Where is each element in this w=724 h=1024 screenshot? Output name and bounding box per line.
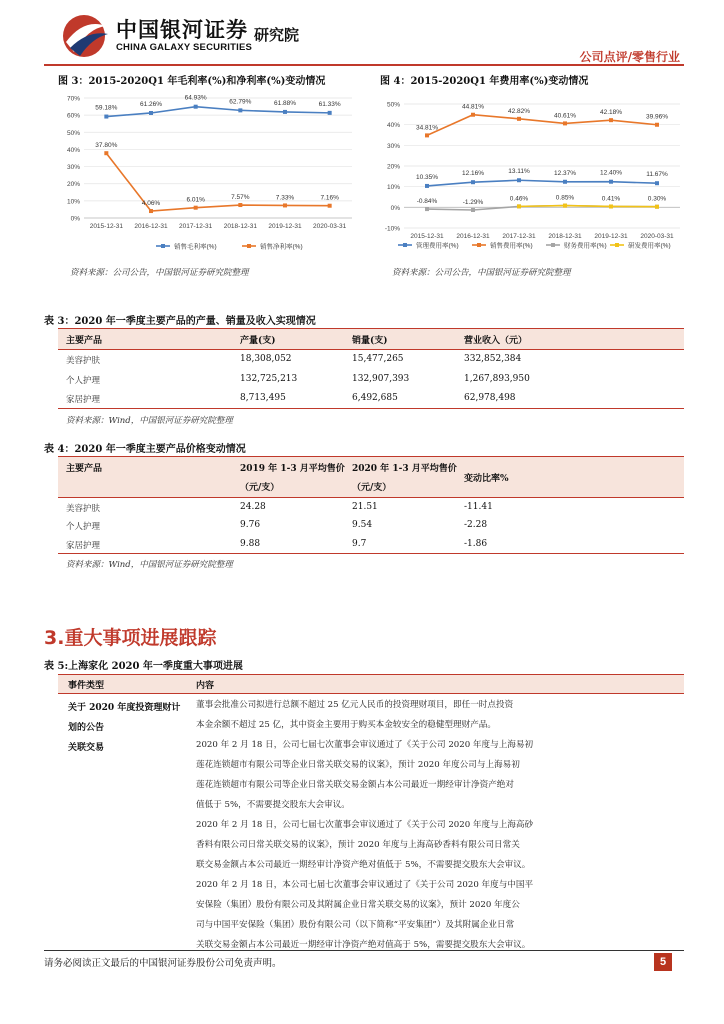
data-point bbox=[328, 204, 332, 208]
company-logo-icon bbox=[58, 12, 110, 60]
data-label: 42.82% bbox=[507, 107, 531, 115]
y-tick-label: 40% bbox=[386, 122, 400, 130]
x-tick-label: 2018-12-31 bbox=[223, 223, 257, 230]
y-tick-label: 10% bbox=[66, 198, 80, 206]
y-tick-label: 70% bbox=[66, 95, 80, 103]
table3-header-sales: 销量(支) bbox=[352, 336, 388, 346]
data-label: 0.41% bbox=[601, 195, 621, 203]
x-tick-label: 2020-03-31 bbox=[640, 233, 674, 240]
data-label: 4.06% bbox=[141, 200, 161, 208]
x-tick-label: 2018-12-31 bbox=[548, 233, 582, 240]
legend-label: 研发费用率(%) bbox=[628, 242, 671, 250]
legend-marker bbox=[403, 243, 407, 247]
legend-label: 销售净利率(%) bbox=[260, 243, 303, 251]
table4-subheader-2019: （元/支） bbox=[240, 483, 280, 493]
x-tick-label: 2019-12-31 bbox=[268, 223, 302, 230]
table5-header-content: 内容 bbox=[196, 681, 215, 691]
data-label: 12.16% bbox=[461, 170, 485, 178]
x-tick-label: 2017-12-31 bbox=[502, 233, 536, 240]
y-tick-label: 20% bbox=[66, 181, 80, 189]
data-label: 0.46% bbox=[509, 195, 529, 203]
data-label: 7.33% bbox=[275, 194, 295, 202]
data-point bbox=[609, 204, 613, 208]
header-rule bbox=[44, 64, 684, 66]
x-tick-label: 2015-12-31 bbox=[89, 223, 123, 230]
data-point bbox=[283, 110, 287, 114]
x-tick-label: 2017-12-31 bbox=[179, 223, 213, 230]
data-label: 12.37% bbox=[553, 169, 577, 177]
figure4-source: 资料来源：公司公告，中国银河证券研究院整理 bbox=[392, 268, 571, 278]
data-point bbox=[194, 206, 198, 210]
data-label: 12.40% bbox=[599, 169, 623, 177]
data-label: 7.16% bbox=[320, 194, 339, 202]
table3-header-rule bbox=[58, 349, 684, 350]
series-line-4 bbox=[519, 206, 657, 207]
institute-name: 研究院 bbox=[254, 26, 300, 44]
data-point bbox=[328, 111, 332, 115]
data-label: 11.67% bbox=[646, 171, 668, 179]
table5-header-rule bbox=[58, 693, 684, 694]
data-label: 61.33% bbox=[318, 100, 341, 108]
data-label: 40.61% bbox=[553, 112, 577, 120]
series-line-1 bbox=[427, 180, 657, 186]
figure4-title: 图 4：2015-2020Q1 年费用率(%)变动情况 bbox=[380, 76, 589, 87]
data-point bbox=[655, 205, 659, 209]
data-point bbox=[563, 121, 567, 125]
data-point bbox=[194, 105, 198, 109]
table4-bottom-rule bbox=[58, 553, 684, 554]
table3-header-output: 产量(支) bbox=[240, 336, 276, 346]
table3-source: 资料来源：Wind，中国银河证券研究院整理 bbox=[66, 416, 233, 426]
data-label: 0.85% bbox=[555, 194, 575, 202]
x-tick-label: 2016-12-31 bbox=[456, 233, 490, 240]
x-tick-label: 2020-03-31 bbox=[313, 223, 347, 230]
data-label: -1.29% bbox=[462, 198, 484, 206]
table5-title: 表 5:上海家化 2020 年一季度重大事项进展 bbox=[44, 661, 243, 672]
table5-header-type: 事件类型 bbox=[68, 681, 105, 691]
page-number: 5 bbox=[654, 953, 672, 971]
series-line-2 bbox=[106, 153, 329, 211]
y-tick-label: 50% bbox=[386, 101, 400, 109]
data-point bbox=[563, 204, 567, 208]
y-tick-label: 30% bbox=[66, 164, 80, 172]
logo-cn: 中国银河证券 bbox=[116, 18, 248, 42]
table4-subheader-2020: （元/支） bbox=[352, 483, 392, 493]
table4-header-product: 主要产品 bbox=[66, 464, 103, 474]
data-point bbox=[655, 181, 659, 185]
data-label: 37.80% bbox=[95, 142, 118, 150]
report-category: 公司点评/零售行业 bbox=[579, 50, 680, 64]
y-tick-label: 30% bbox=[386, 142, 400, 150]
data-label: 42.18% bbox=[599, 109, 623, 117]
figure3-title: 图 3：2015-2020Q1 年毛利率(%)和净利率(%)变动情况 bbox=[58, 76, 326, 87]
x-tick-label: 2015-12-31 bbox=[410, 233, 444, 240]
data-point bbox=[609, 180, 613, 184]
legend-marker bbox=[477, 243, 481, 247]
data-label: 13.11% bbox=[508, 168, 530, 176]
data-point bbox=[655, 123, 659, 127]
table5-header-bg bbox=[58, 675, 684, 693]
x-tick-label: 2016-12-31 bbox=[134, 223, 168, 230]
table4-header-2020: 2020 年 1-3 月平均售价 bbox=[352, 464, 457, 474]
figure3-source: 资料来源：公司公告，中国银河证券研究院整理 bbox=[70, 268, 249, 278]
data-point bbox=[471, 113, 475, 117]
table3-header-product: 主要产品 bbox=[66, 336, 103, 346]
section3-heading: 3.重大事项进展跟踪 bbox=[44, 627, 217, 649]
figure4-chart bbox=[374, 88, 684, 260]
table4-header-rule bbox=[58, 497, 684, 498]
data-point bbox=[517, 178, 521, 182]
y-tick-label: 10% bbox=[386, 184, 400, 192]
x-tick-label: 2019-12-31 bbox=[594, 233, 628, 240]
table3-header-revenue: 营业收入（元） bbox=[464, 336, 528, 346]
table4-source: 资料来源：Wind，中国银河证券研究院整理 bbox=[66, 560, 233, 570]
footer-disclaimer: 请务必阅读正文最后的中国银河证券股份公司免责声明。 bbox=[44, 958, 282, 969]
legend-label: 管理费用率(%) bbox=[416, 242, 459, 250]
footer-rule bbox=[44, 950, 684, 951]
data-label: 64.93% bbox=[184, 94, 207, 102]
data-point bbox=[425, 184, 429, 188]
data-point bbox=[517, 204, 521, 208]
data-label: 61.26% bbox=[139, 100, 163, 108]
legend-marker bbox=[161, 244, 165, 248]
data-point bbox=[104, 151, 108, 155]
legend-marker bbox=[551, 243, 555, 247]
data-point bbox=[471, 208, 475, 212]
legend-label: 销售毛利率(%) bbox=[174, 243, 217, 251]
y-tick-label: 0% bbox=[70, 215, 80, 223]
y-tick-label: 50% bbox=[66, 129, 80, 137]
logo-en: CHINA GALAXY SECURITIES bbox=[116, 42, 253, 53]
data-point bbox=[471, 180, 475, 184]
data-label: 62.79% bbox=[229, 98, 252, 106]
data-point bbox=[609, 118, 613, 122]
table4-header-2019: 2019 年 1-3 月平均售价 bbox=[240, 464, 345, 474]
figure3-chart bbox=[56, 88, 356, 260]
data-point bbox=[238, 203, 242, 207]
data-point bbox=[563, 180, 567, 184]
data-point bbox=[104, 115, 108, 119]
table3-title: 表 3：2020 年一季度主要产品的产量、销量及收入实现情况 bbox=[44, 316, 316, 327]
y-tick-label: -10% bbox=[384, 225, 400, 233]
data-point bbox=[425, 207, 429, 211]
data-point bbox=[425, 133, 429, 137]
data-point bbox=[149, 111, 153, 115]
data-point bbox=[517, 117, 521, 121]
legend-marker bbox=[247, 244, 251, 248]
data-label: 10.35% bbox=[415, 173, 439, 181]
y-tick-label: 40% bbox=[66, 146, 80, 154]
y-tick-label: 0% bbox=[390, 204, 400, 212]
legend-marker bbox=[615, 243, 619, 247]
data-label: 6.01% bbox=[186, 196, 205, 204]
data-label: -0.84% bbox=[416, 198, 438, 206]
table4-title: 表 4：2020 年一季度主要产品价格变动情况 bbox=[44, 444, 246, 455]
legend-label: 财务费用率(%) bbox=[564, 242, 607, 250]
data-label: 34.81% bbox=[415, 124, 439, 132]
table4-header-change: 变动比率% bbox=[464, 474, 509, 484]
data-label: 7.57% bbox=[231, 194, 250, 202]
data-label: 61.88% bbox=[273, 99, 297, 107]
data-label: 59.18% bbox=[95, 104, 118, 112]
data-point bbox=[238, 108, 242, 112]
data-label: 0.30% bbox=[647, 195, 667, 203]
data-label: 44.81% bbox=[461, 103, 485, 111]
y-tick-label: 60% bbox=[66, 112, 80, 120]
data-point bbox=[283, 203, 287, 207]
y-tick-label: 20% bbox=[386, 163, 400, 171]
data-point bbox=[149, 209, 153, 213]
legend-label: 销售费用率(%) bbox=[490, 242, 533, 250]
data-label: 39.96% bbox=[645, 113, 669, 121]
table3-bottom-rule bbox=[58, 408, 684, 409]
series-line-2 bbox=[427, 115, 657, 136]
